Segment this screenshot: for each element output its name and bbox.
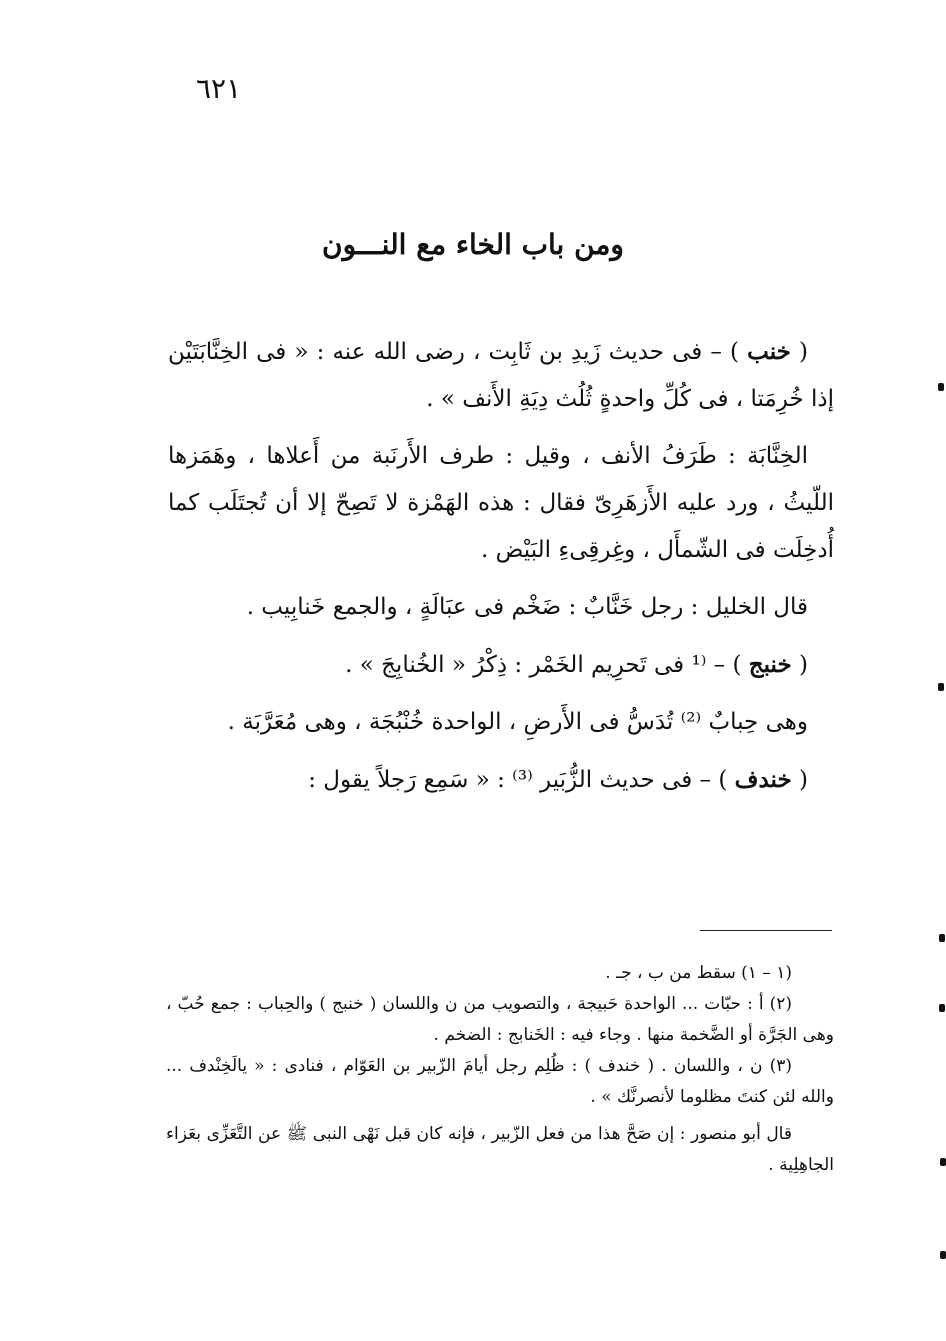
margin-mark <box>940 1158 946 1166</box>
paragraph-khanbaj-definition: وهى حِبابٌ ⁽²⁾ تُدَسُّ فى الأَرضِ ، الواحدة خُنْبُجَة ، وهى مُعَرَّبَة . <box>227 709 808 735</box>
entry-keyword: خندف <box>734 766 792 793</box>
entry-open-paren: ( <box>791 652 808 678</box>
margin-mark <box>939 934 945 942</box>
entry-open-paren: ( <box>790 339 808 365</box>
footnote-3: (٣) ن ، واللسان . ( خندف ) : ظُلِم رجل أيامَ الزّبير بن العَوّام ، فنادى : « يالَخِنْدف ... والله لئن كنتَ مظلوما لأنصرنَّك » . <box>166 1056 834 1107</box>
margin-mark <box>938 383 944 391</box>
paragraph-khinnaba-definition: الخِنَّابَة : طَرَفُ الأنف ، وقيل : طرف الأَرنَبة من أَعلاها ، وهَمَزها اللّيثُ ، ورد عليه الأَزهَرِىّ فقال : هذه الهَمْزة لا تَصِحّ إلا أن تُجتَلَب كما أُدخِلَت فى الشّمأَل ، وغِرقِىءِ البَيْض . <box>168 443 834 563</box>
footnote-1: (١ – ١) سقط من ب ، جـ . <box>605 963 792 983</box>
entry-khandaf <box>168 756 834 804</box>
footnote-4: قال أبو منصور : إن صَحَّ هذا من فعل الزّبير ، فإنه كان قبل نَهْى النبى ﷺ عن التَّعَزِّى بعَزاء الجاهِلِية . <box>166 1124 834 1175</box>
footnote-2: (٢) أ : حبّات ... الواحدة حَبيجة ، والتصويب من ن واللسان ( خنبج ) والحِباب : جمع حُبّ ، وهى الجَرَّة أو الضَّخمة منها . وجاء فيه : الخَنابج : الضخم . <box>166 994 834 1045</box>
main-text <box>168 328 834 814</box>
entry-khanab <box>168 328 834 423</box>
margin-mark <box>940 1251 946 1259</box>
paragraph-khalil-quote: قال الخليل : رجل خَنَّابٌ : ضَخْم فى عبَالَةٍ ، والجمع خَنابِيب . <box>246 594 808 620</box>
page-number: ٦٢١ <box>196 72 242 105</box>
footnotes <box>166 958 834 1181</box>
entry-keyword: خنبج <box>748 651 792 678</box>
entry-khanbaj <box>168 641 834 689</box>
entry-text: ) – ⁽¹ فى تَحرِيم الخَمْر : ذِكْرُ « الخُنابِجَ » . <box>345 652 749 678</box>
entry-text: ) – فى حديث الزُّبَير ⁽³⁾ : « سَمِع رَجلاً يقول : <box>308 767 735 793</box>
chapter-heading: ومن باب الخاء مع النـــون <box>322 228 624 261</box>
margin-mark <box>939 1004 945 1012</box>
entry-keyword: خنب <box>747 338 791 365</box>
entry-open-paren: ( <box>791 767 808 793</box>
entry-text: ) – فى حديث زَيدِ بن ثَابِت ، رضى الله عنه : « فى الخِنَّابَتَيْن إذا خُرِمَتا ، فى كُلِّ واحدةٍ ثُلُث دِيَةِ الأَنف » . <box>168 339 834 412</box>
margin-mark <box>938 683 944 691</box>
footnote-divider <box>700 930 832 931</box>
